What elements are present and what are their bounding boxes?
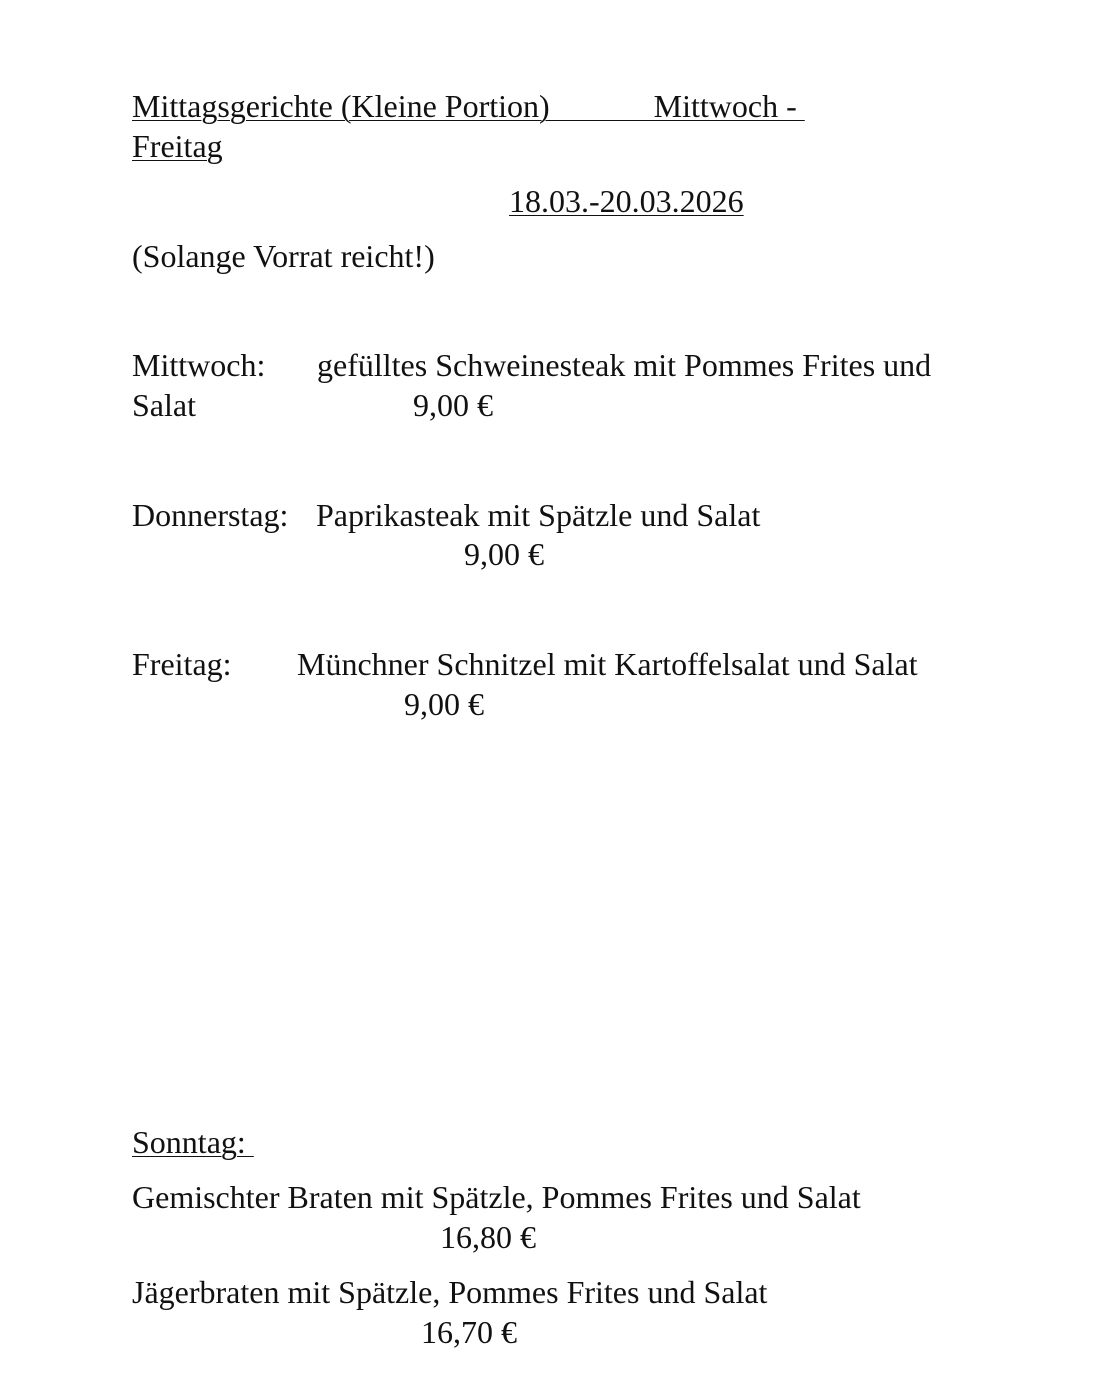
sunday-dish-1: Gemischter Braten mit Spätzle, Pommes Frites und Salat (132, 1179, 861, 1215)
price-wednesday: 9,00 € (413, 387, 493, 423)
sunday-price-2: 16,70 € (421, 1314, 517, 1350)
weekday-label-wednesday: Mittwoch: (132, 347, 266, 383)
price-thursday: 9,00 € (464, 536, 544, 572)
dish-wednesday-continued: Salat (132, 387, 196, 423)
price-friday: 9,00 € (404, 686, 484, 722)
dish-wednesday: gefülltes Schweinesteak mit Pommes Frites und (317, 347, 932, 383)
sunday-price-1: 16,80 € (440, 1219, 536, 1255)
sunday-heading: Sonntag: (132, 1124, 254, 1160)
weekday-label-thursday: Donnerstag: (132, 497, 289, 533)
date-range: 18.03.-20.03.2026 (509, 183, 744, 219)
page-title-line-1: Mittagsgerichte (Kleine Portion) Mittwoch - (132, 88, 805, 124)
dish-friday: Münchner Schnitzel mit Kartoffelsalat und Salat (297, 646, 918, 682)
dish-thursday: Paprikasteak mit Spätzle und Salat (316, 497, 761, 533)
weekday-label-friday: Freitag: (132, 646, 232, 682)
page-title-line-2: Freitag (132, 128, 223, 164)
availability-note: (Solange Vorrat reicht!) (132, 238, 435, 274)
sunday-dish-2: Jägerbraten mit Spätzle, Pommes Frites und Salat (132, 1274, 768, 1310)
